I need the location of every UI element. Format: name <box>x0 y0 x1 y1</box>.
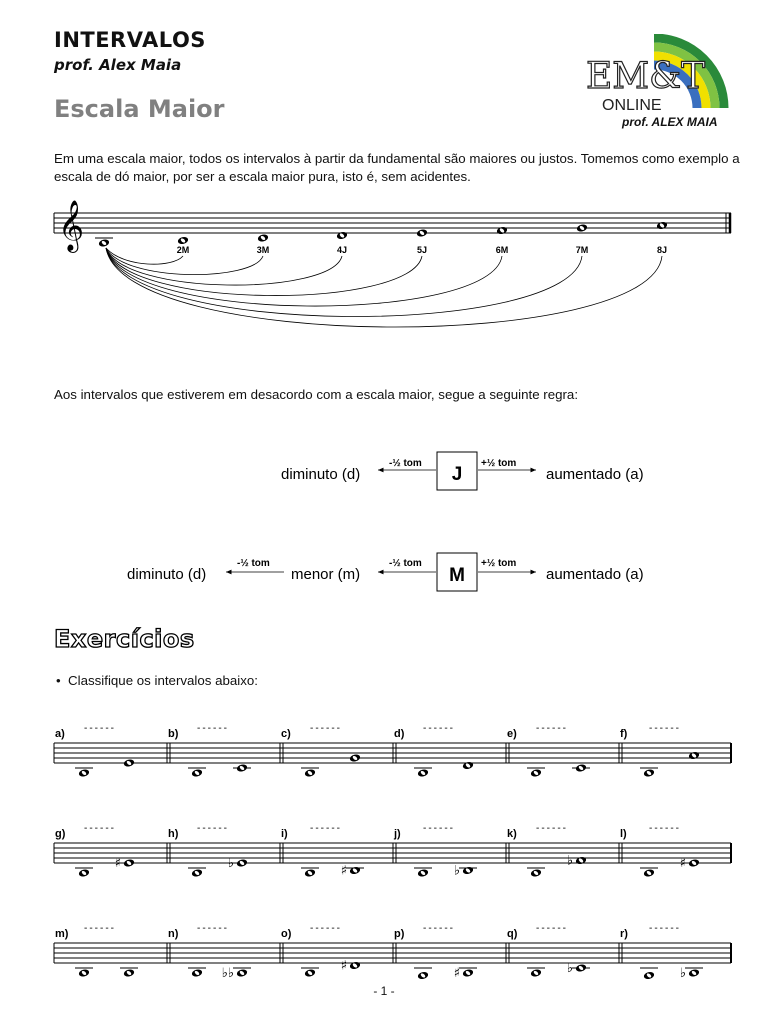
exercise-label: l) <box>620 828 627 840</box>
exercise-upper-note <box>236 968 248 977</box>
interval-arc <box>106 248 342 285</box>
page-number: - 1 - <box>373 984 395 998</box>
rule-justo-diminished: diminuto (d) <box>281 466 361 483</box>
exercise-label: h) <box>168 828 179 840</box>
exercise-upper-note <box>123 758 135 767</box>
exercise-label: b) <box>168 728 179 740</box>
exercise-item <box>507 923 590 978</box>
scale-note-2 <box>177 236 189 245</box>
rule-maior-augmented: aumentado (a) <box>546 566 644 583</box>
exercise-answer-blank[interactable]: ------ <box>84 923 116 934</box>
rule-maior-minor: menor (m) <box>291 566 361 583</box>
rule-justo-augmented: aumentado (a) <box>546 466 644 483</box>
scale-note-6 <box>496 226 508 235</box>
exercise-answer-blank[interactable]: ------ <box>310 923 342 934</box>
exercise-answer-blank[interactable]: ------ <box>649 823 681 834</box>
exercise-instruction: • Classifique os intervalos abaixo: <box>56 673 258 688</box>
exercise-label: c) <box>281 728 291 740</box>
exercise-label: a) <box>55 728 65 740</box>
exercise-item <box>281 823 364 879</box>
interval-label: 4J <box>336 245 348 255</box>
exercise-root-note <box>78 868 90 877</box>
exercise-root-note <box>530 968 542 977</box>
interval-arcs <box>106 248 662 327</box>
scale-note-8 <box>656 221 668 230</box>
exercise-root-note <box>304 868 316 877</box>
accidental-icon: ♭ <box>453 863 460 879</box>
accidental-icon: ♭ <box>227 856 234 871</box>
exercise-item <box>281 923 361 978</box>
exercise-root-note <box>643 971 655 980</box>
rule-maior-box: M <box>449 565 465 586</box>
interval-label: 5J <box>416 245 428 255</box>
exercise-item <box>620 823 700 878</box>
exercise-root-note <box>643 868 655 877</box>
author-name: prof. Alex Maia <box>54 56 182 74</box>
exercise-answer-blank[interactable]: ------ <box>536 723 568 734</box>
exercise-root-note <box>191 868 203 877</box>
treble-clef-icon: 𝄞 <box>58 200 85 251</box>
exercise-root-note <box>530 768 542 777</box>
exercise-answer-blank[interactable]: ------ <box>197 723 229 734</box>
exercise-root-note <box>191 768 203 777</box>
exercise-root-note <box>304 968 316 977</box>
accidental-icon: ♭ <box>679 966 686 981</box>
exercise-item <box>620 923 703 981</box>
logo-online: ONLINE <box>602 97 662 114</box>
interval-label: 2M <box>176 245 190 255</box>
accidental-icon: ♭ <box>566 853 573 869</box>
exercise-root-note <box>417 768 429 777</box>
exercise-item <box>394 723 474 778</box>
exercise-root-note <box>78 768 90 777</box>
exercise-answer-blank[interactable]: ------ <box>536 823 568 834</box>
exercise-label: r) <box>620 928 628 940</box>
rule-maior <box>127 553 644 591</box>
exercise-upper-note <box>575 763 587 772</box>
exercise-item <box>55 823 135 878</box>
rule-maior-diminished: diminuto (d) <box>127 566 207 583</box>
section-title: Escala Maior <box>54 95 225 123</box>
exercise-answer-blank[interactable]: ------ <box>310 823 342 834</box>
rule-maior-plus: +½ tom <box>481 558 517 569</box>
interval-label: 8J <box>656 245 668 255</box>
exercise-item <box>620 723 700 778</box>
exercise-item <box>55 923 138 978</box>
accidental-icon: ♯ <box>453 966 460 981</box>
exercise-upper-note <box>688 858 700 867</box>
exercise-root-note <box>78 968 90 977</box>
exercise-upper-note <box>349 753 361 762</box>
rule-justo-box: J <box>451 464 463 485</box>
exercise-label: f) <box>620 728 628 740</box>
exercise-item <box>281 723 361 778</box>
exercise-root-note <box>417 971 429 980</box>
exercise-answer-blank[interactable]: ------ <box>84 823 116 834</box>
exercise-answer-blank[interactable]: ------ <box>310 723 342 734</box>
logo-subtitle: prof. ALEX MAIA <box>622 115 718 129</box>
exercise-label: p) <box>394 928 405 940</box>
exercise-label: q) <box>507 928 518 940</box>
exercise-label: n) <box>168 928 179 940</box>
exercise-label: j) <box>394 828 401 840</box>
interval-arc <box>106 248 582 317</box>
exercise-root-note <box>643 768 655 777</box>
scale-note-5 <box>416 228 428 237</box>
exercise-answer-blank[interactable]: ------ <box>536 923 568 934</box>
interval-arc <box>106 248 662 327</box>
exercise-upper-note <box>688 751 700 760</box>
exercise-upper-note <box>236 763 248 772</box>
accidental-icon: ♭♭ <box>221 966 234 981</box>
accidental-icon: ♯ <box>114 856 121 871</box>
accidental-icon: ♯ <box>679 856 686 871</box>
exercise-staves <box>0 715 768 985</box>
accidental-icon: ♭ <box>566 961 573 976</box>
exercise-upper-note <box>123 858 135 867</box>
interval-label: 7M <box>575 245 589 255</box>
rule-justo-plus: +½ tom <box>481 458 517 469</box>
rule-justo-minus: -½ tom <box>389 458 422 469</box>
accidental-icon: ♯ <box>340 863 347 879</box>
exercises-heading: Exercícios <box>54 625 195 653</box>
intro-paragraph: Em uma escala maior, todos os intervalos à partir da fundamental são maiores ou justos. Tomemos como exemplo a escala de dó maior, por ser a escala maior pura, isto é, sem acidentes. <box>54 151 740 184</box>
rule-maior-minus: -½ tom <box>389 558 422 569</box>
exercise-upper-note <box>349 961 361 970</box>
exercise-instruction-text: Classifique os intervalos abaixo: <box>68 673 258 688</box>
exercise-row <box>54 823 731 879</box>
rule-paragraph: Aos intervalos que estiverem em desacordo com a escala maior, segue a seguinte regra: <box>54 387 579 402</box>
exercise-item <box>507 823 587 878</box>
exercise-upper-note <box>462 761 474 770</box>
exercise-item <box>55 723 135 778</box>
rule-maior-minus-2: -½ tom <box>237 558 270 569</box>
exercise-answer-blank[interactable]: ------ <box>649 723 681 734</box>
exercise-item <box>168 823 248 878</box>
staff-lines <box>54 213 731 233</box>
scale-note-4 <box>336 231 348 240</box>
interval-labels <box>177 245 667 255</box>
exercise-label: m) <box>55 928 69 940</box>
exercise-upper-note <box>349 866 361 875</box>
scale-notes <box>95 221 668 248</box>
exercise-label: i) <box>281 828 288 840</box>
exercise-answer-blank[interactable]: ------ <box>423 823 455 834</box>
interval-label: 6M <box>495 245 509 255</box>
exercise-upper-note <box>688 968 700 977</box>
exercise-item <box>394 923 477 981</box>
exercise-answer-blank[interactable]: ------ <box>197 823 229 834</box>
exercise-label: g) <box>55 828 66 840</box>
exercise-answer-blank[interactable]: ------ <box>423 723 455 734</box>
scale-note-root <box>98 238 110 247</box>
page-title: INTERVALOS <box>54 28 206 52</box>
c-major-scale-staff <box>0 190 768 340</box>
interval-arc <box>106 248 502 306</box>
interval-rules-diagram <box>0 440 768 610</box>
exercise-answer-blank[interactable]: ------ <box>423 923 455 934</box>
interval-label: 3M <box>256 245 270 255</box>
exercise-answer-blank[interactable]: ------ <box>197 923 229 934</box>
accidental-icon: ♯ <box>340 958 347 974</box>
exercise-label: k) <box>507 828 517 840</box>
exercise-upper-note <box>575 856 587 865</box>
logo-text: EM&T <box>586 56 706 97</box>
exercise-root-note <box>530 868 542 877</box>
scale-note-7 <box>576 223 588 232</box>
exercise-label: o) <box>281 928 292 940</box>
exercise-upper-note <box>123 968 135 977</box>
exercise-answer-blank[interactable]: ------ <box>84 723 116 734</box>
exercise-upper-note <box>575 963 587 972</box>
exercise-item <box>168 723 251 778</box>
rule-justo <box>281 452 644 490</box>
exercise-root-note <box>304 768 316 777</box>
exercise-root-note <box>191 968 203 977</box>
exercise-row <box>54 923 731 981</box>
exercise-upper-note <box>462 866 474 875</box>
exercise-item <box>393 823 477 879</box>
exercise-item <box>168 923 251 981</box>
exercise-answer-blank[interactable]: ------ <box>649 923 681 934</box>
exercise-label: d) <box>394 728 405 740</box>
scale-note-3 <box>257 233 269 242</box>
exercise-item <box>507 723 590 778</box>
exercise-row <box>54 723 731 778</box>
exercise-upper-note <box>462 968 474 977</box>
exercise-label: e) <box>507 728 517 740</box>
exercise-upper-note <box>236 858 248 867</box>
exercise-root-note <box>417 868 429 877</box>
